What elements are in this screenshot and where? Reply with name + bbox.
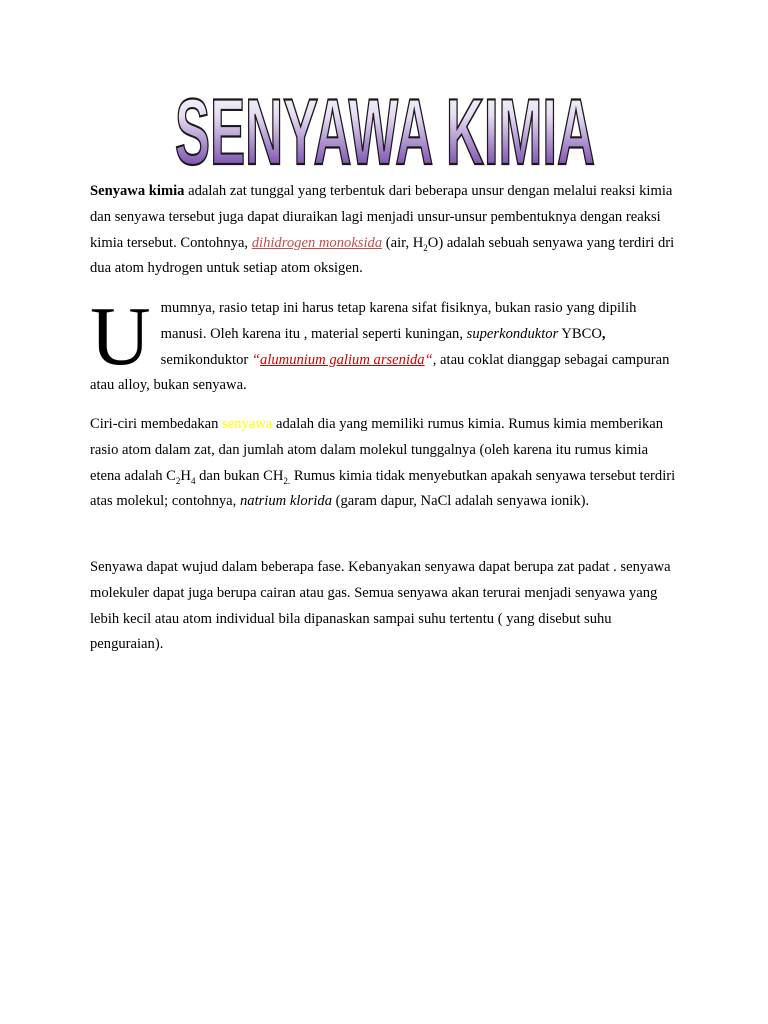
text: O) adalah sebuah senyawa yang terdiri dri dua atom hydrogen untuk setiap atom oksigen. [90, 234, 675, 277]
paragraph-3 [90, 412, 680, 515]
text: , atau coklat dianggap sebagai campuran atau alloy, bukan senyawa. [90, 351, 670, 394]
bold-comma: , [601, 325, 606, 342]
text: YBCO [558, 325, 602, 342]
quote-close: “ [424, 351, 433, 368]
text: adalah dia yang memiliki rumus kimia. Rumus kimia memberikan rasio atom dalam zat, dan jumlah atom dalam molekul tunggalnya (oleh karena itu rumus kimia etena adalah C [90, 416, 664, 484]
subscript: 2. [283, 475, 291, 486]
link-alumunium-galium-arsenida[interactable] [252, 352, 433, 368]
subscript: 2 [175, 475, 181, 486]
link-dihidrogen-monoksida[interactable]: dihidrogen monoksida [251, 234, 383, 251]
quote-open: “ [251, 351, 261, 368]
subscript: 4 [190, 475, 196, 486]
text: mumnya, rasio tetap ini harus tetap karena sifat fisiknya, bukan rasio yang dipilih manusi. Oleh karena itu , material seperti kuningan, [160, 300, 637, 342]
drop-cap: U [90, 290, 151, 383]
link-text[interactable]: alumunium galium arsenida [260, 351, 425, 368]
text: adalah zat tunggal yang terbentuk dari beberapa unsur dengan melalui reaksi kimia dan senyawa tersebut juga dapat diuraikan lagi menjadi unsur-unsur pembentuknya dengan reaksi kimia tersebut. Contohnya, [90, 183, 673, 251]
title-svg [170, 80, 600, 176]
text: Rumus kimia tidak menyebutkan apakah senyawa tersebut terdiri atas molekul; contohnya, [90, 467, 676, 510]
page-title: SENYAWA KIMIA [175, 80, 595, 176]
paragraph-1 [90, 179, 680, 282]
text: (garam dapur, NaCl adalah senyawa ionik). [332, 493, 590, 510]
italic-term: superkonduktor [466, 325, 559, 342]
italic-term: natrium klorida [239, 493, 332, 510]
text: (air, H [382, 234, 424, 251]
paragraph-2 [90, 290, 680, 399]
wordart-title [90, 80, 680, 176]
subscript: 2 [423, 242, 428, 253]
text: semikonduktor [160, 351, 252, 368]
term-bold: Senyawa kimia [90, 183, 185, 199]
paragraph-4: Senyawa dapat wujud dalam beberapa fase. Kebanyakan senyawa dapat berupa zat padat . senyawa molekuler dapat juga berupa cairan atau gas. Semua senyawa akan terurai menjadi senyawa yang lebih kecil atau atom individual bila dipanaskan sampai suhu tertentu ( yang disebut suhu penguraian). [90, 559, 671, 653]
highlight-senyawa[interactable]: senyawa [222, 416, 273, 432]
text: Ciri-ciri membedakan [90, 416, 223, 432]
text: dan bukan CH [195, 467, 284, 484]
text: H [180, 467, 191, 484]
